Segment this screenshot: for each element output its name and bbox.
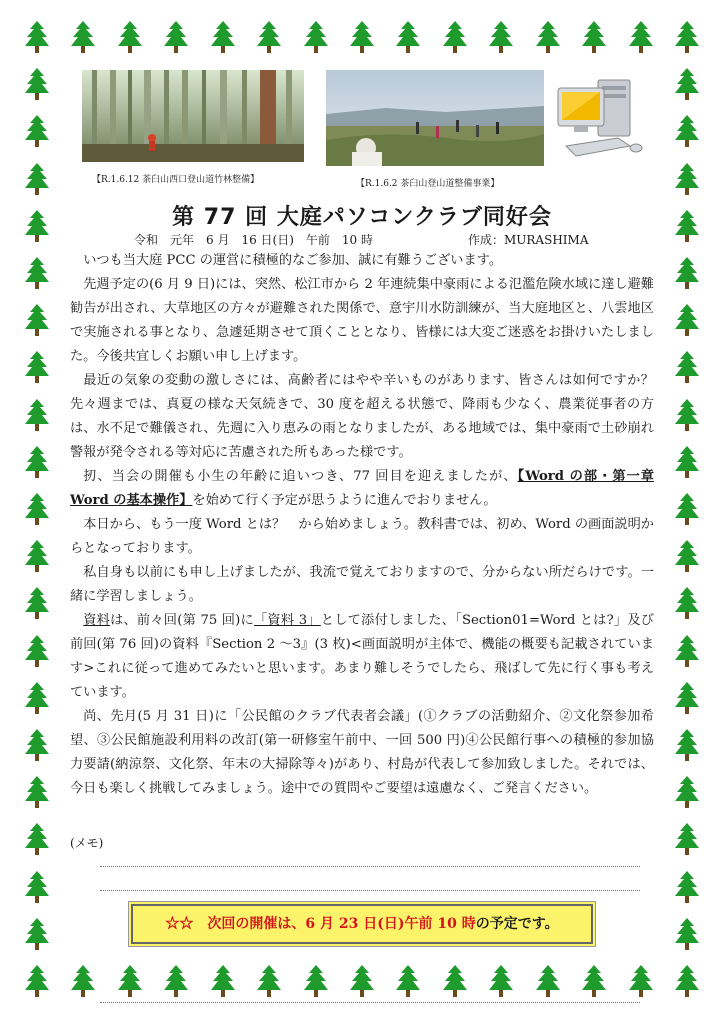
page-title: 第 77 回 大庭パソコンクラブ同好会 [172, 205, 552, 230]
tree-icon [674, 67, 700, 101]
next-meeting-notice [131, 904, 593, 944]
tree-icon [163, 20, 189, 54]
tree-icon [256, 964, 282, 998]
tree-icon [24, 445, 50, 479]
paragraph-text: は、前々回(第 75 回)に [110, 613, 254, 628]
tree-icon [24, 398, 50, 432]
tree-icon [24, 728, 50, 762]
memo-line [100, 890, 640, 891]
tree-icon [674, 256, 700, 290]
memo-line [100, 866, 640, 867]
tree-icon [674, 634, 700, 668]
mountain-trail-photo [326, 70, 544, 166]
tree-icon [349, 20, 375, 54]
tree-icon [24, 586, 50, 620]
tree-icon [674, 492, 700, 526]
tree-icon [24, 822, 50, 856]
tree-icon [628, 20, 654, 54]
star-icons: ☆☆ [165, 916, 208, 932]
paragraph-text: を始めて行く予定が思うように進んでおりません。 [192, 493, 497, 508]
paragraph-text: 扨、当会の開催も小生の年齢に追いつき、77 回目を迎えましたが、 [83, 469, 518, 484]
tree-icon [674, 539, 700, 573]
material-3-label: 「資料 3」 [253, 613, 321, 628]
paragraph-text: として添付しました、「Section01=Word とは?」及び前回(第 76 回)の資料『Section 2 ～3』(3 枚)<画面説明が主体で、機能の概要も記載されています>これに従って進めてみたいと思います。あまり難しそうでしたら、飛ばして先に行く事も考えています。 [70, 613, 654, 700]
memo-label: (メモ) [70, 836, 104, 850]
memo-line [100, 1002, 640, 1003]
tree-icon [442, 20, 468, 54]
body-text [70, 249, 668, 801]
tree-icon [24, 917, 50, 951]
paragraph: 先週予定の(6 月 9 日)には、突然、松江市から 2 年連続集中豪雨による氾濫危険水域に達し避難勧告が出され、大草地区の方々が避難された関係で、意宇川水防訓練が、当大庭地区と、八雲地区で実施される事となり、急遽延期させて頂くこととなり、皆様には大変ご迷惑をお掛けいたしました。今後共宜しくお願い申し上げます。 [70, 277, 654, 364]
tree-icon [117, 964, 143, 998]
tree-icon [303, 964, 329, 998]
meeting-date: 令和 元年 6 月 16 日(日) 午前 10 時 [134, 233, 373, 247]
tree-icon [628, 964, 654, 998]
tree-icon [674, 681, 700, 715]
tree-icon [24, 870, 50, 904]
paragraph [70, 465, 654, 513]
tree-icon [674, 303, 700, 337]
tree-icon [24, 162, 50, 196]
tree-icon [581, 20, 607, 54]
computer-illustration [552, 76, 648, 166]
tree-icon [24, 681, 50, 715]
tree-icon [674, 445, 700, 479]
paragraph [70, 609, 654, 705]
tree-icon [581, 964, 607, 998]
tree-icon [674, 586, 700, 620]
tree-icon [210, 20, 236, 54]
tree-icon [24, 539, 50, 573]
tree-icon [24, 67, 50, 101]
notice-prefix: 次回の開催は、 [207, 916, 306, 932]
tree-icon [674, 917, 700, 951]
tree-icon [535, 20, 561, 54]
tree-icon [24, 964, 50, 998]
tree-icon [674, 350, 700, 384]
bamboo-forest-photo [82, 70, 304, 162]
tree-icon [24, 634, 50, 668]
tree-icon [674, 728, 700, 762]
paragraph: 私自身も以前にも申し上げましたが、我流で覚えておりますので、分からない所だらけです。一緒に学習しましょう。 [70, 565, 654, 604]
next-meeting-date: 6 月 23 日(日)午前 10 時 [305, 916, 476, 932]
tree-icon [395, 20, 421, 54]
word-chapter-highlight: 【Word の部・第一章 Word の基本操作】 [70, 469, 654, 508]
tree-icon [163, 964, 189, 998]
photo1-caption: 【R.1.6.12 茶臼山西口登山道竹林整備】 [92, 175, 260, 185]
tree-icon [488, 20, 514, 54]
tree-icon [24, 350, 50, 384]
tree-icon [395, 964, 421, 998]
tree-icon [256, 20, 282, 54]
tree-icon [674, 822, 700, 856]
tree-icon [117, 20, 143, 54]
tree-icon [24, 20, 50, 54]
paragraph: 最近の気象の変動の激しさには、高齢者にはやや辛いものがあります、皆さんは如何ですか？ 先々週までは、真夏の様な天気続きで、30 度を超える状態で、降雨も少なく、農業従事者の方は、水不足で難儀され、先週に入り恵みの雨となりましたが、ある地域では、集中豪雨で土砂崩れ警報が発令される等対応に苦慮された所もあった様です。 [70, 373, 668, 460]
tree-icon [674, 162, 700, 196]
tree-icon [535, 964, 561, 998]
tree-icon [674, 20, 700, 54]
paragraph: いつも当大庭 PCC の運営に積極的なご参加、誠に有難うございます。 [83, 253, 503, 268]
photo2-caption: 【R.1.6.2 茶臼山登山道整備事業】 [356, 179, 500, 189]
tree-icon [303, 20, 329, 54]
material-label: 資料 [83, 613, 111, 628]
tree-icon [70, 20, 96, 54]
author: 作成：MURASHIMA [468, 233, 589, 247]
tree-icon [674, 114, 700, 148]
paragraph: 尚、先月(5 月 31 日)に「公民館のクラブ代表者会議」(①クラブの活動紹介、②文化祭参加希望、③公民館施設利用料の改訂(第一研修室午前中、一回 500 円)④公民館行事への積極的参加協力要請(納涼祭、文化祭、年末の大掃除等々)があり、村島が代表して参加致しました。それでは、今日も楽しく挑戦してみましょう。途中での質問やご要望は遠慮なく、ご発言ください。 [70, 709, 654, 796]
tree-icon [24, 775, 50, 809]
tree-icon [70, 964, 96, 998]
tree-icon [674, 398, 700, 432]
paragraph: 本日から、もう一度 Word とは？ から始めましょう。教科書では、初め、Word の画面説明からとなっております。 [70, 517, 654, 556]
tree-icon [674, 870, 700, 904]
tree-icon [488, 964, 514, 998]
tree-icon [24, 114, 50, 148]
tree-icon [210, 964, 236, 998]
notice-suffix: の予定です。 [475, 916, 559, 932]
tree-icon [442, 964, 468, 998]
tree-icon [24, 492, 50, 526]
tree-icon [674, 964, 700, 998]
tree-icon [24, 303, 50, 337]
tree-icon [349, 964, 375, 998]
tree-icon [24, 256, 50, 290]
tree-icon [674, 775, 700, 809]
